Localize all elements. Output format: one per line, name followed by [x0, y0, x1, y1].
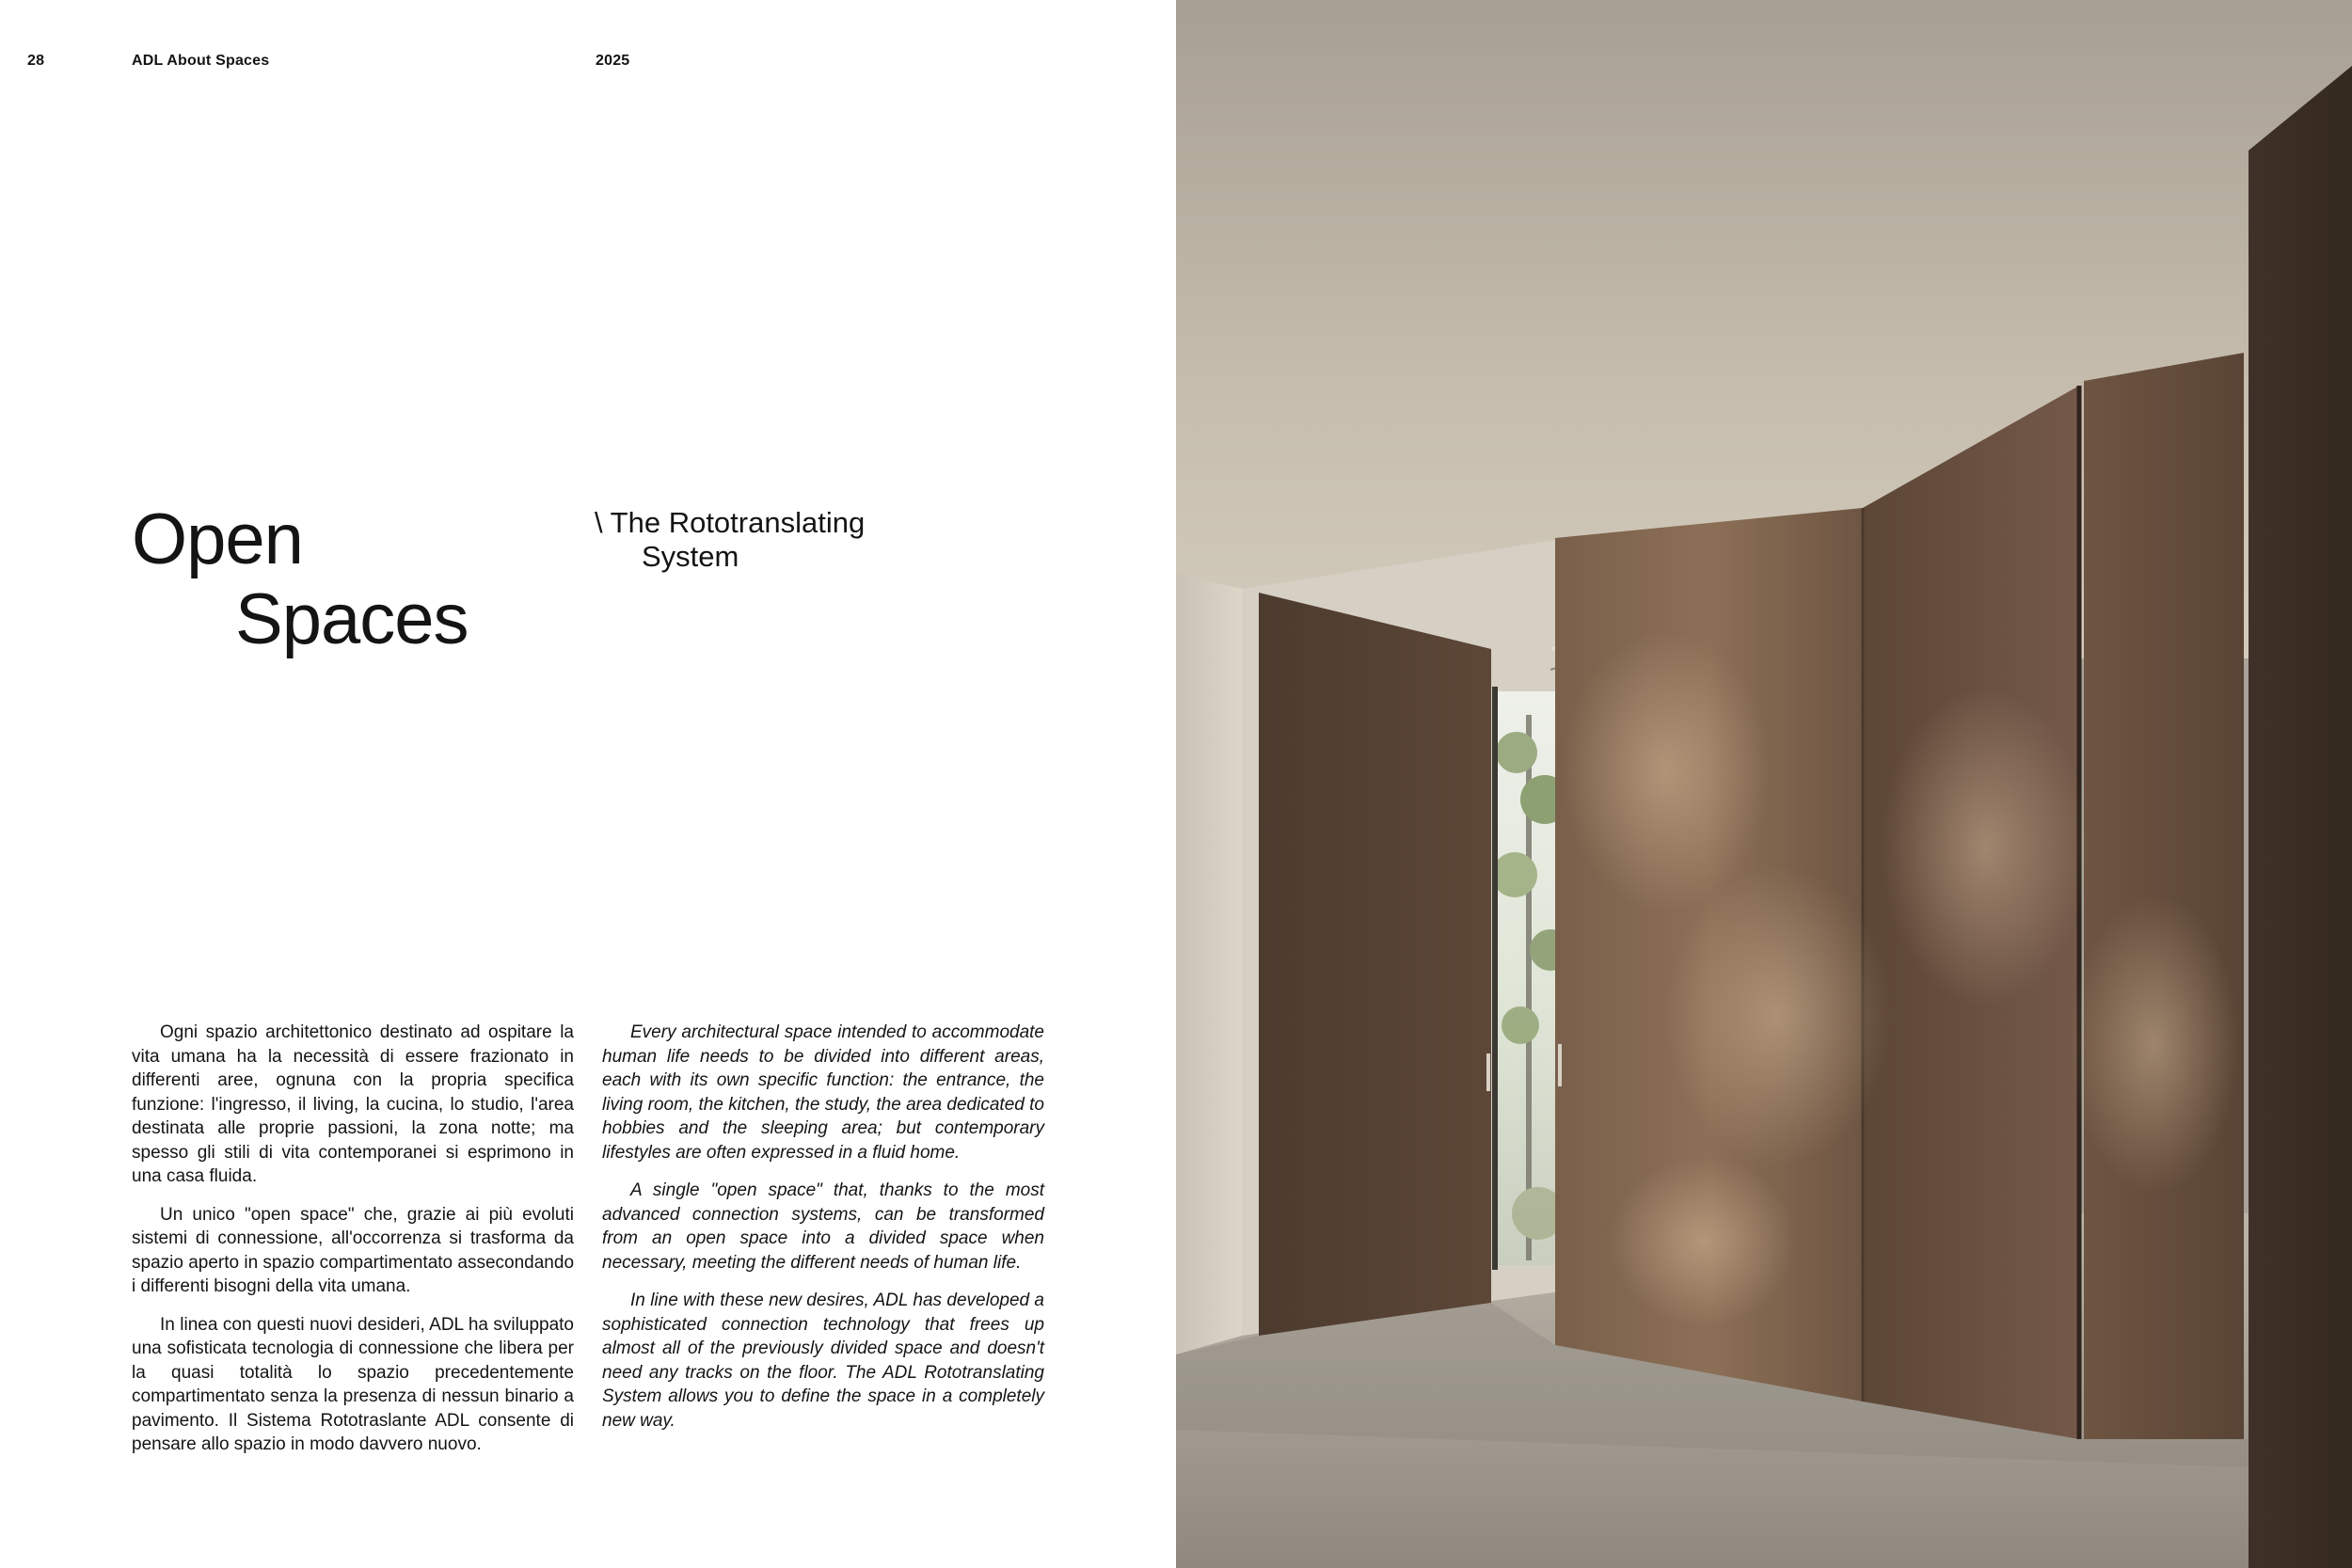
italian-paragraph: Un unico "open space" che, grazie ai più evoluti sistemi di connessione, all'occorrenza si trasforma da spazio aperto in spazio compartimentato assecondando i differenti bisogni della vita umana.: [132, 1204, 575, 1296]
english-paragraph: In line with these new desires, ADL has developed a sophisticated connection technology that frees up almost all of the previously divided space and doesn't need any tracks on the floor. The ADL Rototranslating System allows you to define the space in a completely new way.: [602, 1291, 1044, 1431]
english-paragraph: Every architectural space intended to accommodate human life needs to be divided into different areas, each with its own specific function: the entrance, the living room, the kitchen, the study, the area dedicated to hobbies and the sleeping area; but contemporary lifestyles are often expressed in a fluid home.: [602, 1022, 1044, 1163]
subtitle-line-2: System: [642, 540, 739, 573]
italian-paragraph: In linea con questi nuovi desideri, ADL ha sviluppato una sofisticata tecnologia di connessione che libera per la quasi totalità lo spazio precedentemente compartimentato senza la presenza di nessun binario a pavimento. Il Sistema Rototraslante ADL consente di pensare allo spazio in modo davvero nuovo.: [132, 1314, 574, 1454]
english-text-column: [602, 1021, 1044, 1447]
subtitle-line-1: \ The Rototranslating: [595, 506, 866, 539]
header-year: 2025: [596, 53, 630, 69]
page-number: 28: [27, 53, 45, 69]
italian-paragraph: Ogni spazio architettonico destinato ad ospitare la vita umana ha la necessità di essere frazionato in differenti aree, ognuna con la propria specifica funzione: l'ingresso, il living, la cucina, lo studio, l'area destinata alle proprie passioni, la zona notte; ma spesso gli stili di vita contemporanei si esprimono in una casa fluida.: [132, 1022, 574, 1186]
interior-photo-illustration: [1176, 0, 2352, 1568]
section-header: ADL About Spaces: [132, 53, 270, 69]
interior-photo: [1176, 0, 2352, 1568]
english-paragraph: A single "open space" that, thanks to the most advanced connection systems, can be transformed from an open space into a divided space when necessary, meeting the different needs of human life.: [602, 1180, 1044, 1273]
italian-text-column: [132, 1021, 574, 1471]
page-title-line-1: Open: [132, 499, 303, 579]
page-title-line-2: Spaces: [235, 579, 469, 659]
